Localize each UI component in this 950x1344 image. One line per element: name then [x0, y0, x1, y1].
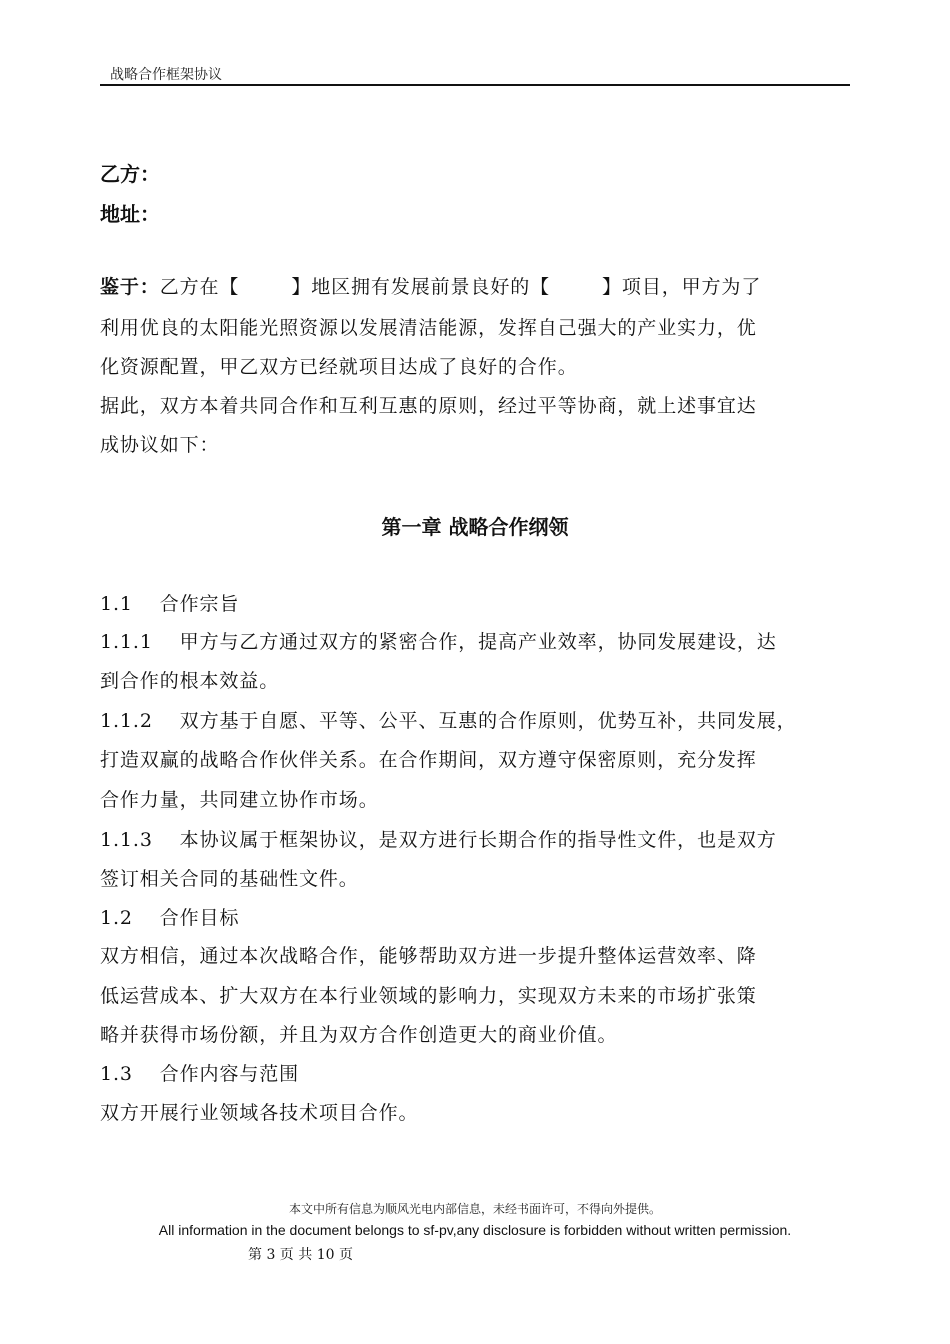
preamble-line-5: 成协议如下：	[100, 434, 220, 456]
section-1-3-heading: 1.3 合作内容与范围	[100, 1063, 300, 1085]
section-1-2-line-1: 双方相信，通过本次战略合作，能够帮助双方进一步提升整体运营效率、降	[100, 945, 757, 967]
section-1-2-line-3: 略并获得市场份额，并且为双方合作创造更大的商业价值。	[100, 1024, 618, 1046]
clause-1-1-3-line-1: 1.1.3 本协议属于框架协议，是双方进行长期合作的指导性文件，也是双方	[100, 829, 777, 851]
section-1-2-heading: 1.2 合作目标	[100, 907, 240, 929]
clause-1-1-2-line-1: 1.1.2 双方基于自愿、平等、公平、互惠的合作原则，优势互补，共同发展，	[100, 710, 797, 732]
footer-notice-en: All information in the document belongs to sf-pv,any disclosure is forbidden without written permission.	[158, 1222, 792, 1238]
clause-1-1-2-line-2: 打造双赢的战略合作伙伴关系。在合作期间，双方遵守保密原则，充分发挥	[100, 749, 757, 771]
clause-1-1-3-line-2: 签订相关合同的基础性文件。	[100, 868, 359, 890]
preamble-lead: 鉴于：	[100, 276, 160, 298]
header-divider	[100, 84, 850, 86]
header-title: 战略合作框架协议	[110, 67, 222, 83]
party-b-label: 乙方：	[100, 162, 160, 186]
address-label: 地址：	[100, 202, 160, 226]
chapter-title: 第一章 战略合作纲领	[381, 515, 569, 539]
preamble-text-a: 乙方在【	[159, 276, 240, 298]
section-1-3-line-1: 双方开展行业领域各技术项目合作。	[100, 1102, 419, 1124]
preamble-line-2: 利用优良的太阳能光照资源以发展清洁能源，发挥自己强大的产业实力，优	[100, 317, 757, 339]
section-1-2-line-2: 低运营成本、扩大双方在本行业领域的影响力，实现双方未来的市场扩张策	[100, 985, 757, 1007]
clause-1-1-1-line-1: 1.1.1 甲方与乙方通过双方的紧密合作，提高产业效率，协同发展建设，达	[100, 631, 777, 653]
footer-notice-cn: 本文中所有信息为顺风光电内部信息，未经书面许可，不得向外提供。	[288, 1202, 661, 1216]
preamble-line-3: 化资源配置，甲乙双方已经就项目达成了良好的合作。	[100, 356, 578, 378]
page-number: 第 3 页 共 10 页	[248, 1247, 353, 1263]
clause-1-1-2-line-3: 合作力量，共同建立协作市场。	[100, 789, 379, 811]
preamble-line-1	[100, 272, 761, 299]
section-1-1-heading: 1.1 合作宗旨	[100, 593, 240, 615]
preamble-text-b: 】地区拥有发展前景良好的【	[291, 276, 551, 298]
preamble-line-4: 据此，双方本着共同合作和互利互惠的原则，经过平等协商，就上述事宜达	[100, 395, 757, 417]
preamble-text-c: 】项目，甲方为了	[602, 276, 762, 298]
clause-1-1-1-line-2: 到合作的根本效益。	[100, 670, 280, 692]
